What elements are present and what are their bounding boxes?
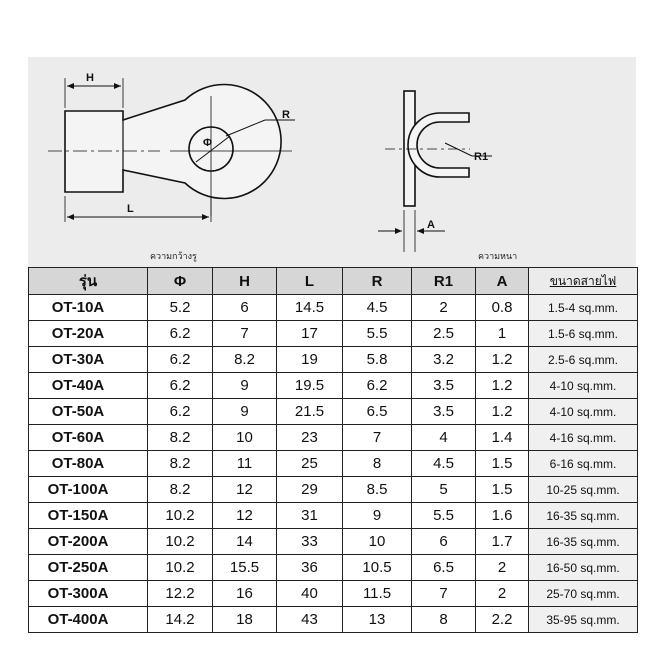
spec-table — [28, 267, 638, 633]
table-row — [29, 607, 638, 633]
cell-wire-size: 4-10 sq.mm. — [529, 373, 638, 399]
cell-r: 11.5 — [343, 581, 412, 607]
cell-r1: 3.2 — [412, 347, 476, 373]
cell-phi: 10.2 — [148, 503, 213, 529]
header-phi: Φ — [148, 268, 213, 295]
side-view-barrel — [408, 113, 469, 177]
cell-model: OT-30A — [29, 347, 148, 373]
cell-wire-size: 16-35 sq.mm. — [529, 529, 638, 555]
cell-phi: 14.2 — [148, 607, 213, 633]
cell-model: OT-250A — [29, 555, 148, 581]
table-row — [29, 581, 638, 607]
cell-wire-size: 4-16 sq.mm. — [529, 425, 638, 451]
header-a: A — [476, 268, 529, 295]
terminal-outline — [65, 85, 281, 199]
cell-model: OT-400A — [29, 607, 148, 633]
cell-r: 9 — [343, 503, 412, 529]
cell-model: OT-60A — [29, 425, 148, 451]
cell-r1: 7 — [412, 581, 476, 607]
table-body — [29, 295, 638, 633]
table-row — [29, 529, 638, 555]
cell-model: OT-300A — [29, 581, 148, 607]
cell-r1: 4 — [412, 425, 476, 451]
cell-h: 9 — [213, 373, 277, 399]
table-row — [29, 347, 638, 373]
cell-r: 4.5 — [343, 295, 412, 321]
cell-r: 10.5 — [343, 555, 412, 581]
cell-l: 43 — [277, 607, 343, 633]
cell-a: 2 — [476, 581, 529, 607]
cell-l: 40 — [277, 581, 343, 607]
cell-wire-size: 1.5-6 sq.mm. — [529, 321, 638, 347]
table-row — [29, 373, 638, 399]
cell-a: 2.2 — [476, 607, 529, 633]
cell-phi: 6.2 — [148, 321, 213, 347]
label-a: A — [427, 219, 435, 231]
caption-width: ความกว้างรู — [150, 252, 197, 262]
cell-model: OT-200A — [29, 529, 148, 555]
cell-model: OT-80A — [29, 451, 148, 477]
cell-r1: 5 — [412, 477, 476, 503]
label-r1: R1 — [474, 151, 489, 163]
cell-r1: 4.5 — [412, 451, 476, 477]
cell-r1: 6.5 — [412, 555, 476, 581]
cell-wire-size: 4-10 sq.mm. — [529, 399, 638, 425]
cell-model: OT-150A — [29, 503, 148, 529]
table-row — [29, 503, 638, 529]
cell-model: OT-100A — [29, 477, 148, 503]
cell-model: OT-50A — [29, 399, 148, 425]
cell-l: 36 — [277, 555, 343, 581]
cell-r: 6.2 — [343, 373, 412, 399]
cell-r: 8 — [343, 451, 412, 477]
cell-phi: 6.2 — [148, 399, 213, 425]
table-row — [29, 399, 638, 425]
cell-h: 8.2 — [213, 347, 277, 373]
cell-l: 31 — [277, 503, 343, 529]
cell-l: 29 — [277, 477, 343, 503]
label-h: H — [86, 72, 94, 84]
cell-phi: 8.2 — [148, 451, 213, 477]
label-l: L — [127, 203, 134, 215]
drawing-svg — [28, 57, 636, 267]
cell-h: 15.5 — [213, 555, 277, 581]
cell-r1: 6 — [412, 529, 476, 555]
cell-wire-size: 10-25 sq.mm. — [529, 477, 638, 503]
header-wire-size: ขนาดสายไฟ — [529, 268, 638, 295]
cell-model: OT-10A — [29, 295, 148, 321]
cell-r: 7 — [343, 425, 412, 451]
cell-r: 10 — [343, 529, 412, 555]
cell-r1: 3.5 — [412, 373, 476, 399]
cell-l: 21.5 — [277, 399, 343, 425]
cell-r1: 2.5 — [412, 321, 476, 347]
cell-a: 2 — [476, 555, 529, 581]
header-model: รุ่น — [29, 268, 148, 295]
cell-wire-size: 1.5-4 sq.mm. — [529, 295, 638, 321]
cell-h: 10 — [213, 425, 277, 451]
cell-a: 1.2 — [476, 347, 529, 373]
cell-phi: 6.2 — [148, 347, 213, 373]
cell-phi: 12.2 — [148, 581, 213, 607]
cell-l: 14.5 — [277, 295, 343, 321]
cell-a: 1.5 — [476, 451, 529, 477]
cell-phi: 8.2 — [148, 425, 213, 451]
table-row — [29, 555, 638, 581]
cell-a: 0.8 — [476, 295, 529, 321]
cell-a: 1.7 — [476, 529, 529, 555]
cell-phi: 8.2 — [148, 477, 213, 503]
cell-r1: 2 — [412, 295, 476, 321]
header-l: L — [277, 268, 343, 295]
technical-drawing — [28, 57, 636, 267]
caption-thickness: ความหนา — [478, 252, 518, 262]
cell-wire-size: 25-70 sq.mm. — [529, 581, 638, 607]
cell-a: 1.5 — [476, 477, 529, 503]
cell-a: 1 — [476, 321, 529, 347]
cell-a: 1.6 — [476, 503, 529, 529]
cell-l: 23 — [277, 425, 343, 451]
cell-phi: 10.2 — [148, 555, 213, 581]
cell-phi: 5.2 — [148, 295, 213, 321]
cell-h: 11 — [213, 451, 277, 477]
cell-model: OT-20A — [29, 321, 148, 347]
cell-wire-size: 35-95 sq.mm. — [529, 607, 638, 633]
cell-wire-size: 6-16 sq.mm. — [529, 451, 638, 477]
cell-r: 5.8 — [343, 347, 412, 373]
cell-r1: 8 — [412, 607, 476, 633]
table-header-row — [29, 268, 638, 295]
cell-r: 5.5 — [343, 321, 412, 347]
label-r: R — [282, 109, 290, 121]
header-r1: R1 — [412, 268, 476, 295]
cell-wire-size: 2.5-6 sq.mm. — [529, 347, 638, 373]
cell-r: 8.5 — [343, 477, 412, 503]
cell-l: 19.5 — [277, 373, 343, 399]
table-row — [29, 425, 638, 451]
cell-a: 1.2 — [476, 399, 529, 425]
cell-r: 6.5 — [343, 399, 412, 425]
cell-h: 7 — [213, 321, 277, 347]
cell-l: 17 — [277, 321, 343, 347]
table-row — [29, 477, 638, 503]
cell-h: 16 — [213, 581, 277, 607]
cell-l: 19 — [277, 347, 343, 373]
cell-r1: 5.5 — [412, 503, 476, 529]
cell-a: 1.4 — [476, 425, 529, 451]
cell-h: 9 — [213, 399, 277, 425]
cell-h: 14 — [213, 529, 277, 555]
cell-h: 18 — [213, 607, 277, 633]
cell-h: 6 — [213, 295, 277, 321]
cell-l: 25 — [277, 451, 343, 477]
cell-a: 1.2 — [476, 373, 529, 399]
cell-h: 12 — [213, 477, 277, 503]
cell-l: 33 — [277, 529, 343, 555]
cell-h: 12 — [213, 503, 277, 529]
header-r: R — [343, 268, 412, 295]
cell-model: OT-40A — [29, 373, 148, 399]
label-phi: Φ — [203, 137, 213, 149]
cell-phi: 10.2 — [148, 529, 213, 555]
cell-wire-size: 16-35 sq.mm. — [529, 503, 638, 529]
table-row — [29, 321, 638, 347]
cell-r1: 3.5 — [412, 399, 476, 425]
header-h: H — [213, 268, 277, 295]
cell-r: 13 — [343, 607, 412, 633]
cell-phi: 6.2 — [148, 373, 213, 399]
table-row — [29, 451, 638, 477]
cell-wire-size: 16-50 sq.mm. — [529, 555, 638, 581]
table-row — [29, 295, 638, 321]
